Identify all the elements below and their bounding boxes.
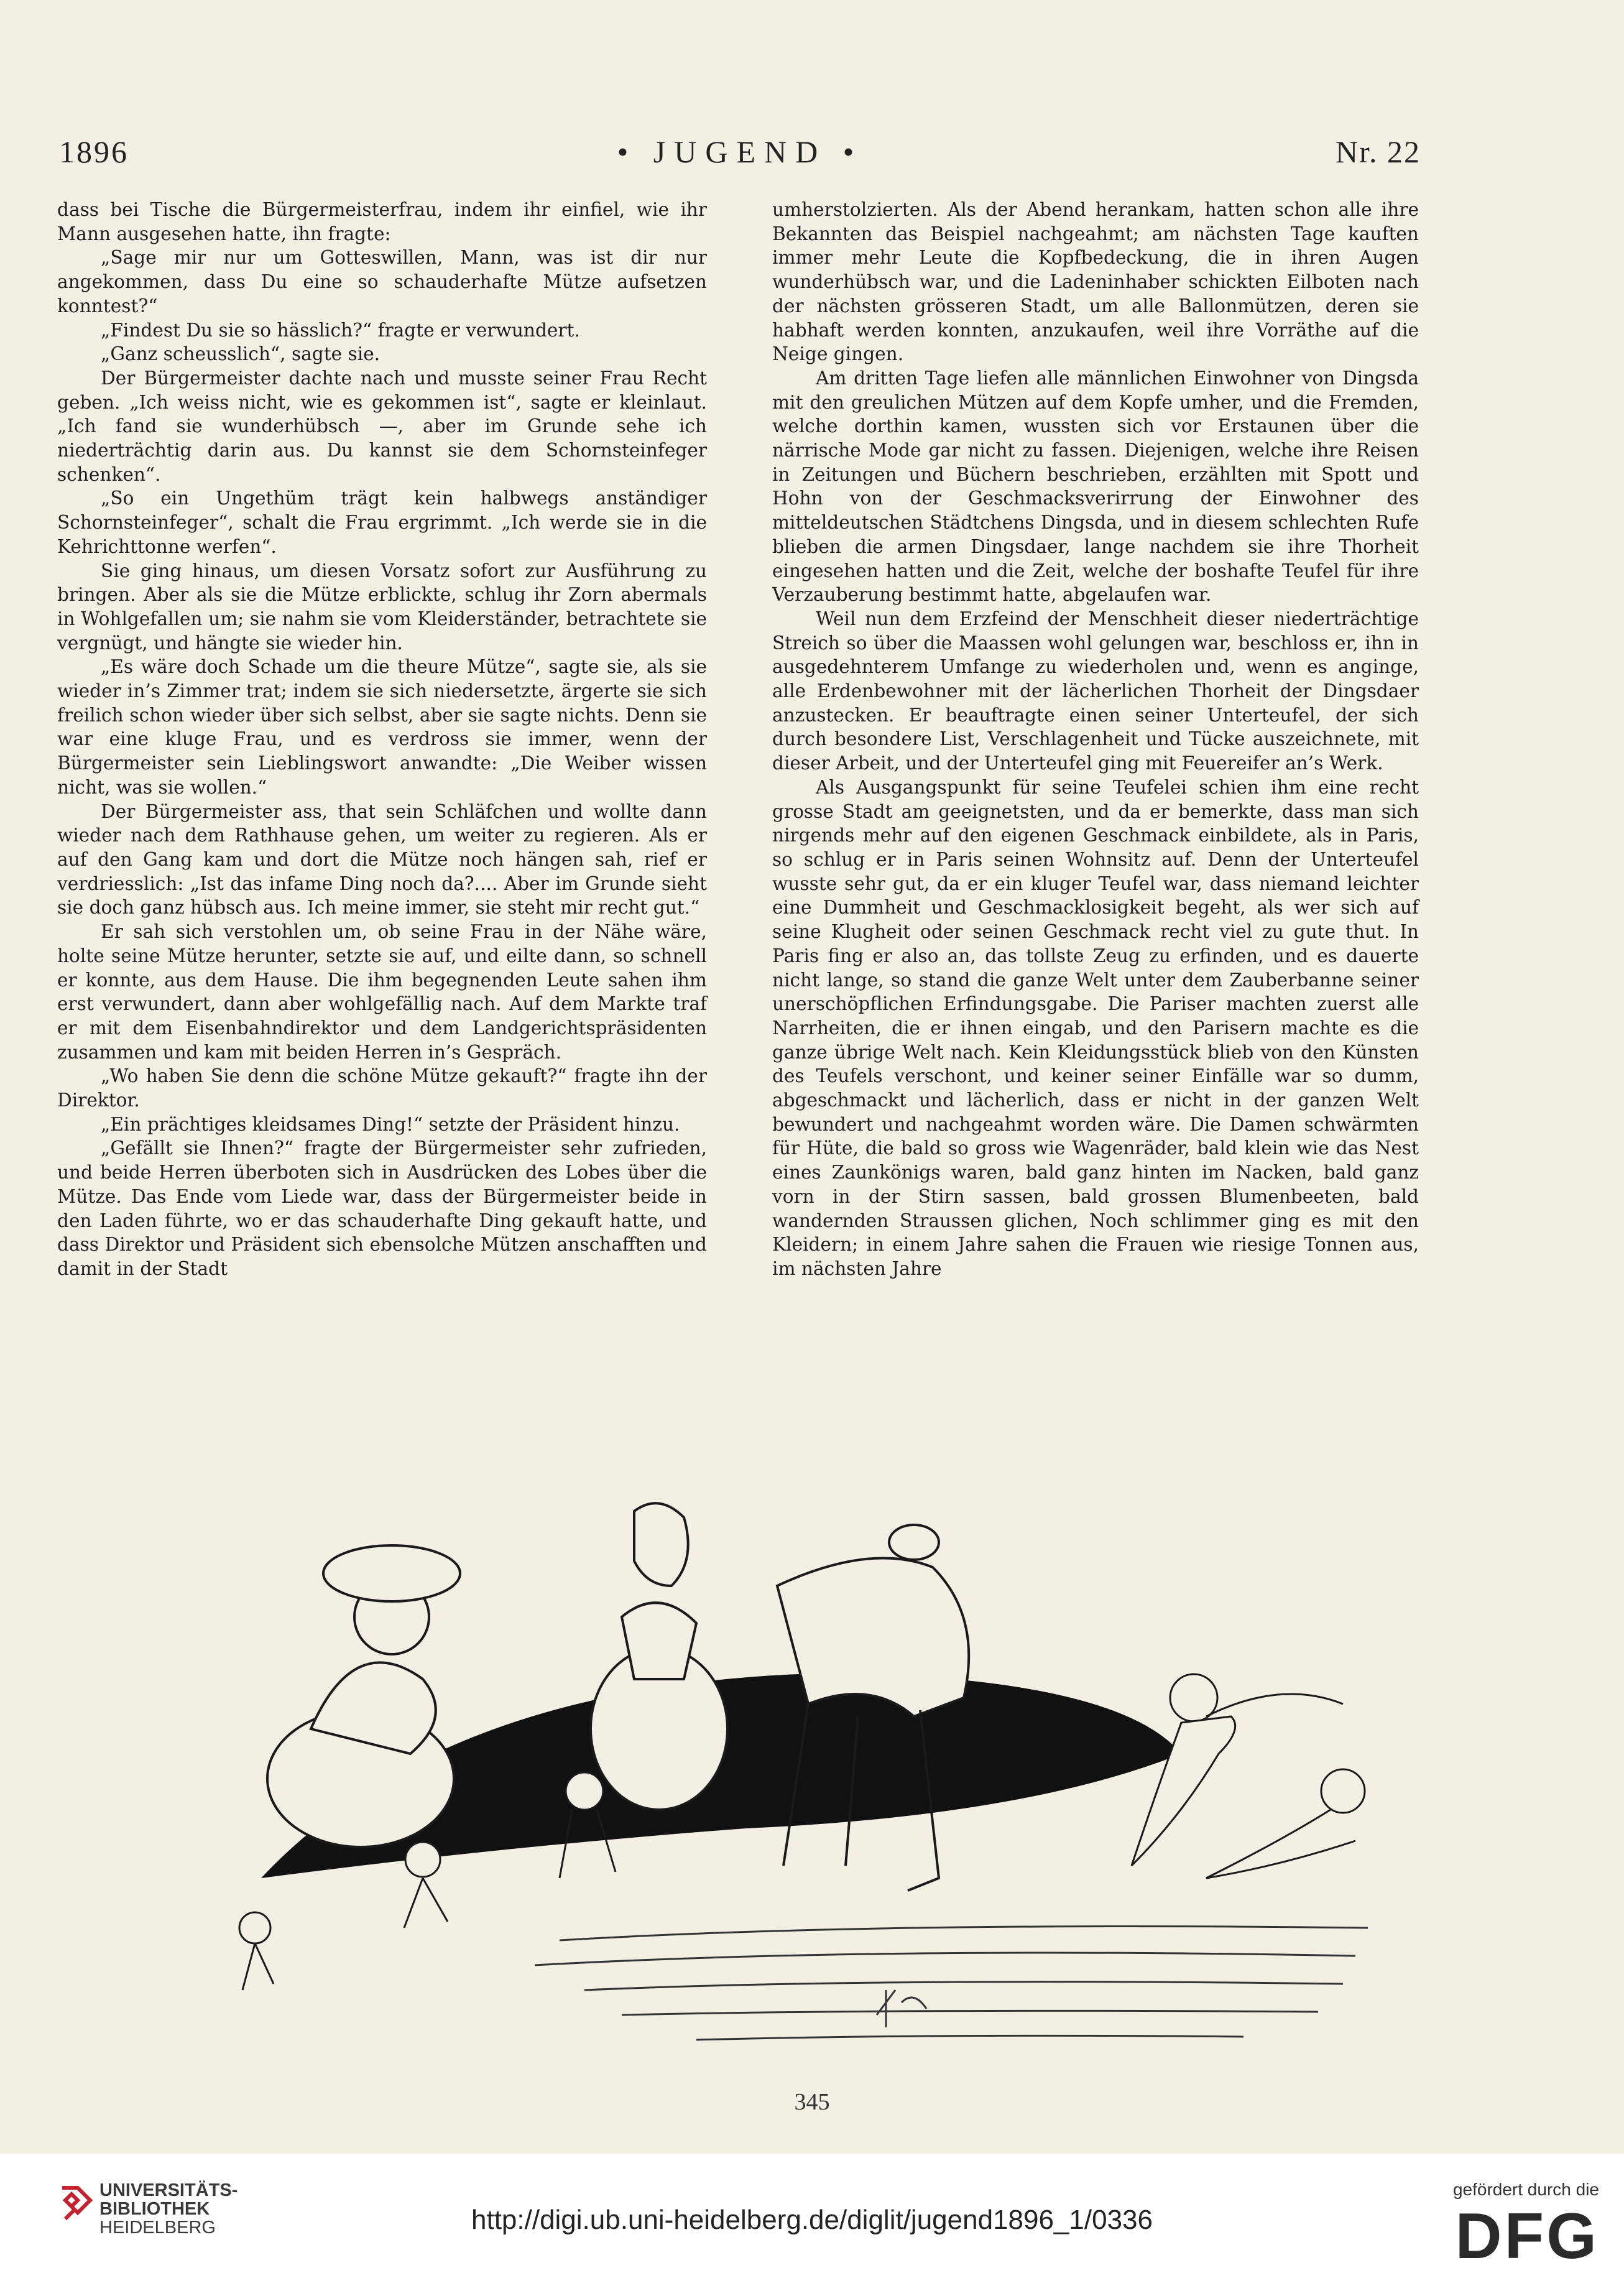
paragraph: „Es wäre doch Schade um die theure Mütze“, sagte sie, als sie wieder in’s Zimmer trat; indem sie sich niedersetzte, ärgerte sie sich freilich schon wieder über sich selbst, aber sie sagte nichts. Denn sie war eine kluge Frau, und es verdross sie immer, wenn der Bürgermeister sein Lieblingswort anwandte: „Die Weiber wissen nicht, was sie wollen.“ (57, 656, 707, 798)
paragraph: Der Bürgermeister ass, that sein Schläfchen und wollte dann wieder nach dem Rathhause gehen, um weiter zu regieren. Als er auf den Gang kam und dort die Mütze noch hängen sah, rief er verdriesslich: „Ist das infame Ding noch da?.... Aber im Grunde sieht sie doch ganz hübsch aus. Ich meine immer, sie steht mir recht gut.“ (57, 800, 707, 919)
paragraph: „Ein prächtiges kleidsames Ding!“ setzte der Präsident hinzu. (101, 1113, 680, 1135)
paragraph: „Gefällt sie Ihnen?“ fragte der Bürgermeister sehr zufrieden, und beide Herren überboten sich in Ausdrücken des Lobes über die Mütze. Das Ende vom Liede war, dass der Bürgermeister beide in den Laden führte, wo er das schauderhafte Ding gekauft hatte, und dass Direktor und Präsident sich ebensolche Mützen anschafften und damit in der Stadt (57, 1137, 707, 1279)
paragraph: „Sage mir nur um Gotteswillen, Mann, was ist dir nur angekommen, dass Du eine so schauderhafte Mütze aufsetzen konntest?“ (57, 247, 707, 317)
illustration (187, 1493, 1424, 2083)
paragraph: „Wo haben Sie denn die schöne Mütze gekauft?“ fragte ihn der Direktor. (57, 1065, 707, 1111)
left-text-column (57, 198, 707, 1281)
paragraph: „So ein Ungethüm trägt kein halbwegs anständiger Schornsteinfeger“, schalt die Frau ergrimmt. „Ich werde sie in die Kehrichttonne werfen“. (57, 488, 707, 557)
header-year: 1896 (59, 134, 129, 169)
paragraph: Als Ausgangspunkt für seine Teufelei schien ihm eine recht grosse Stadt am geeignetsten, und da er bemerkte, dass man sich nirgends mehr auf den eigenen Geschmack einbildete, als in Paris, so schlug er in Paris seinen Wohnsitz auf. Denn der Unterteufel wusste sehr gut, da er ein kluger Teufel war, dass niemand leichter eine Dummheit und Geschmacklosigkeit begeht, als wer sich auf seine Klugheit oder seinen Geschmack recht viel zu gute thut. In Paris fing er also an, das tollste Zeug zu erfinden, und es dauerte nicht lange, so stand die ganze Welt unter dem Zauberbanne seiner unerschöpflichen Erfindungsgabe. Die Pariser machten zuerst alle Narrheiten, die er ihnen eingab, und den Parisern machte es die ganze übrige Welt nach. Kein Kleidungsstück blieb von den Künsten des Teufels verschont, und keiner seiner Einfälle war so dumm, abgeschmackt und lächerlich, dass er nicht in der ganzen Welt bewundert und nachgeahmt worden wäre. Die Damen schwärmten für Hüte, die bald so gross wie Wagenräder, bald klein wie das Nest eines Zaunkönigs waren, bald ganz hinten im Nacken, bald ganz vorn in der Stirn sassen, bald grossen Blumenbeeten, bald wandernden Straussen glichen, Noch schlimmer ging es mit den Kleidern; in einem Jahre sahen die Frauen wie riesige Tonnen aus, im nächsten Jahre (772, 776, 1419, 1279)
header-title: • JUGEND • (617, 134, 863, 169)
paragraph: Weil nun dem Erzfeind der Menschheit dieser niederträchtige Streich so über die Maassen wohl gelungen war, beschloss er, ihn in ausgedehnterem Umfange zu wiederholen und, wenn es anginge, alle Erdenbewohner mit der lächerlichen Thorheit der Dingsdaer anzustecken. Er beauftragte einen seiner Unterteufel, der sich durch besondere List, Verschlagenheit und Tücke auszeichnete, mit dieser Arbeit, und der Unterteufel ging mit Feuereifer an’s Werk. (772, 608, 1419, 774)
paragraph: Der Bürgermeister dachte nach und musste seiner Frau Recht geben. „Ich weiss nicht, wie es gekommen ist“, sagte er kleinlaut. „Ich fand sie wunderhübsch —, aber im Grunde sehe ich niederträchtig darin aus. Du kannst sie dem Schornsteinfeger schenken“. (57, 367, 707, 485)
paragraph: dass bei Tische die Bürgermeisterfrau, indem ihr einfiel, wie ihr Mann ausgesehen hatte, ihn fragte: (57, 199, 707, 244)
permalink-url[interactable]: http://digi.ub.uni-heidelberg.de/diglit/jugend1896_1/0336 (471, 2205, 1153, 2235)
dfg-logo: DFG (1455, 2200, 1599, 2272)
university-library-name: UNIVERSITÄTS- BIBLIOTHEK HEIDELBERG (99, 2180, 238, 2238)
right-text-column (772, 198, 1419, 1281)
paragraph: umherstolzierten. Als der Abend herankam, hatten schon alle ihre Bekannten das Beispiel nachgeahmt; am nächsten Tage kauften immer mehr Leute die Kopfbedeckung, die in ihren Augen wunderhübsch war, und die Ladeninhaber schickten Eilboten nach der nächsten grösseren Stadt, um alle Ballonmützen, deren sie habhaft werden konnten, anzukaufen, weil ihre Vorräthe auf die Neige gingen. (772, 199, 1419, 365)
page-number: 345 (794, 2089, 830, 2115)
footer-bar (0, 2154, 1624, 2278)
page-header (59, 134, 1421, 177)
paragraph: „Findest Du sie so hässlich?“ fragte er verwundert. (101, 319, 580, 341)
header-issue: Nr. 22 (1336, 134, 1421, 169)
funding-label: gefördert durch die (1452, 2180, 1599, 2199)
paragraph: Sie ging hinaus, um diesen Vorsatz sofort zur Ausführung zu bringen. Aber als sie die Mütze erblickte, schlug ihr Zorn abermals in Wohlgefallen um; sie nahm sie vom Kleiderständer, betrachtete sie vergnügt, und hängte sie wieder hin. (57, 560, 707, 654)
paragraph: Er sah sich verstohlen um, ob seine Frau in der Nähe wäre, holte seine Mütze herunter, setzte sie auf, und eilte dann, so schnell er konnte, aus dem Hause. Die ihm begegnenden Leute sahen ihm erst verwundert, dann aber wohlgefällig nach. Auf dem Markte traf er mit dem Eisenbahndirektor und dem Landgerichtspräsidenten zusammen und kam mit beiden Herren in’s Gespräch. (57, 921, 707, 1063)
paragraph: „Ganz scheusslich“, sagte sie. (101, 343, 381, 365)
paragraph: Am dritten Tage liefen alle männlichen Einwohner von Dingsda mit den greulichen Mützen auf dem Kopfe umher, und die Fremden, welche dorthin kamen, wussten sich vor Erstaunen über die närrische Mode gar nicht zu fassen. Diejenigen, welche ihre Reisen in Zeitungen und Büchern beschrieben, erzählten mit Spott und Hohn von der Geschmacksverirrung der Einwohner des mitteldeutschen Städtchens Dingsda, und in diesem schlechten Rufe blieben die armen Dingsdaer, lange nachdem sie ihre Thorheit eingesehen hatten und die Zeit, welche der boshafte Teufel für ihre Verzauberung bestimmt hatte, abgelaufen war. (772, 367, 1419, 606)
